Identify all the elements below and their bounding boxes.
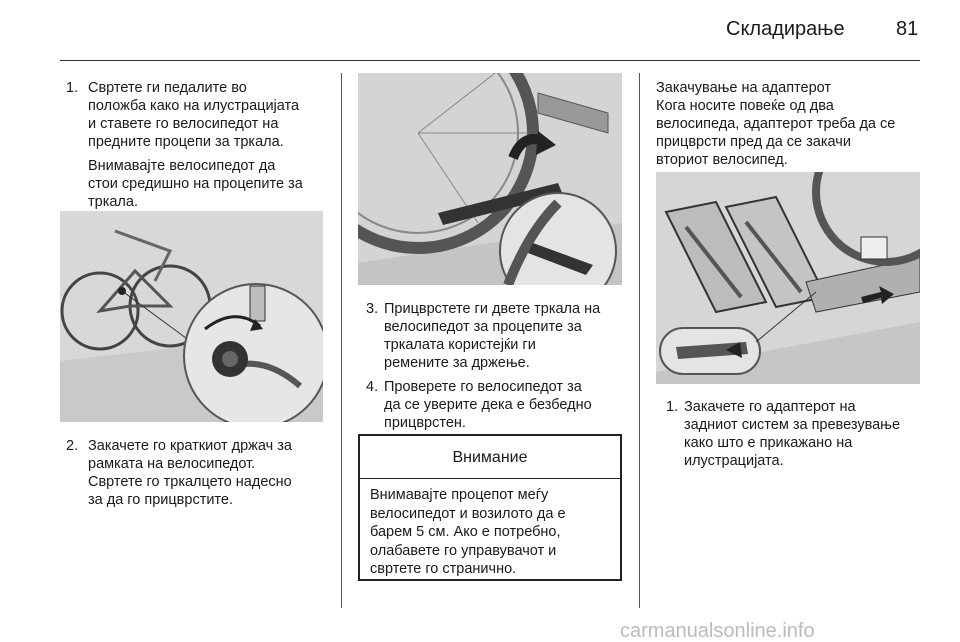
- watermark: carmanualsonline.info: [620, 620, 815, 642]
- page-title: Складирање: [726, 18, 845, 40]
- figure-bike-pedals: [60, 211, 323, 422]
- step4-line-3: прицврстен.: [384, 415, 466, 431]
- column-divider-left: [341, 73, 342, 608]
- figure-adapter: [656, 172, 920, 384]
- adapter-step1-line-4: илустрацијата.: [684, 453, 784, 469]
- step1-line-2: положба како на илустрацијата: [88, 98, 300, 114]
- adapter-intro-line-3: прицврсти пред да се закачи: [656, 134, 851, 150]
- warning-line-3: барем 5 см. Ако е потребно,: [370, 524, 561, 540]
- warning-line-1: Внимавајте процепот меѓу: [370, 487, 549, 503]
- figure-wheel-straps: [358, 73, 622, 285]
- warning-line-5: свртете го странично.: [370, 561, 517, 577]
- step2-number: 2.: [66, 438, 79, 454]
- step1-number: 1.: [66, 80, 79, 96]
- warning-line-2: велосипедот и возилото да е: [370, 505, 566, 522]
- step2-line-1: Закачете го краткиот држач за: [88, 438, 292, 454]
- wheel-straps-illustration: [358, 73, 622, 285]
- step4-line-1: Проверете го велосипедот за: [384, 379, 582, 395]
- adapter-intro-line-2: велосипеда, адаптерот треба да се: [656, 116, 896, 132]
- adapter-step1-line-2: задниот систем за превезување: [684, 417, 901, 433]
- adapter-step1-number: 1.: [666, 399, 679, 415]
- step2-line-3: Свртете го тркалцето надесно: [88, 474, 292, 490]
- step1-note-line-3: тркала.: [88, 194, 138, 210]
- bike-pedals-illustration: [60, 211, 323, 422]
- adapter-step1-line-3: како што е прикажано на: [684, 435, 853, 451]
- step3-line-3: тркалата користејќи ги: [384, 337, 536, 353]
- column-divider-right: [639, 73, 640, 608]
- step3-number: 3.: [366, 301, 379, 317]
- step4-line-2: да се уверите дека е безбедно: [384, 397, 592, 413]
- adapter-step1-line-1: Закачете го адаптерот на: [684, 399, 856, 415]
- adapter-intro-line-1: Кога носите повеќе од два: [656, 98, 834, 114]
- step1-note-line-1: Внимавајте велосипедот да: [88, 158, 276, 174]
- adapter-illustration: [656, 172, 920, 384]
- page-number: 81: [896, 18, 919, 40]
- step1-line-4: предните процепи за тркала.: [88, 134, 284, 150]
- step2-line-2: рамката на велосипедот.: [88, 456, 256, 472]
- warning-box: [358, 434, 622, 581]
- adapter-heading: Закачување на адаптерот: [656, 80, 832, 96]
- step1-line-3: и ставете го велосипедот на: [88, 116, 279, 132]
- step1-note-line-2: стои средишно на процепите за: [88, 176, 303, 192]
- step2-line-4: за да го прицврстите.: [88, 492, 234, 508]
- adapter-intro-line-4: вториот велосипед.: [656, 152, 788, 168]
- warning-line-4: олабавете го управувачот и: [370, 542, 557, 559]
- step3-line-4: ремените за држење.: [384, 355, 530, 371]
- step3-line-2: велосипедот за процепите за: [384, 319, 582, 335]
- header-rule: [60, 60, 920, 61]
- step4-number: 4.: [366, 379, 379, 395]
- step1-line-1: Свртете ги педалите во: [88, 80, 247, 96]
- warning-text: [370, 486, 620, 579]
- warning-title: Внимание: [360, 436, 620, 479]
- step3-line-1: Прицврстете ги двете тркала на: [384, 301, 601, 317]
